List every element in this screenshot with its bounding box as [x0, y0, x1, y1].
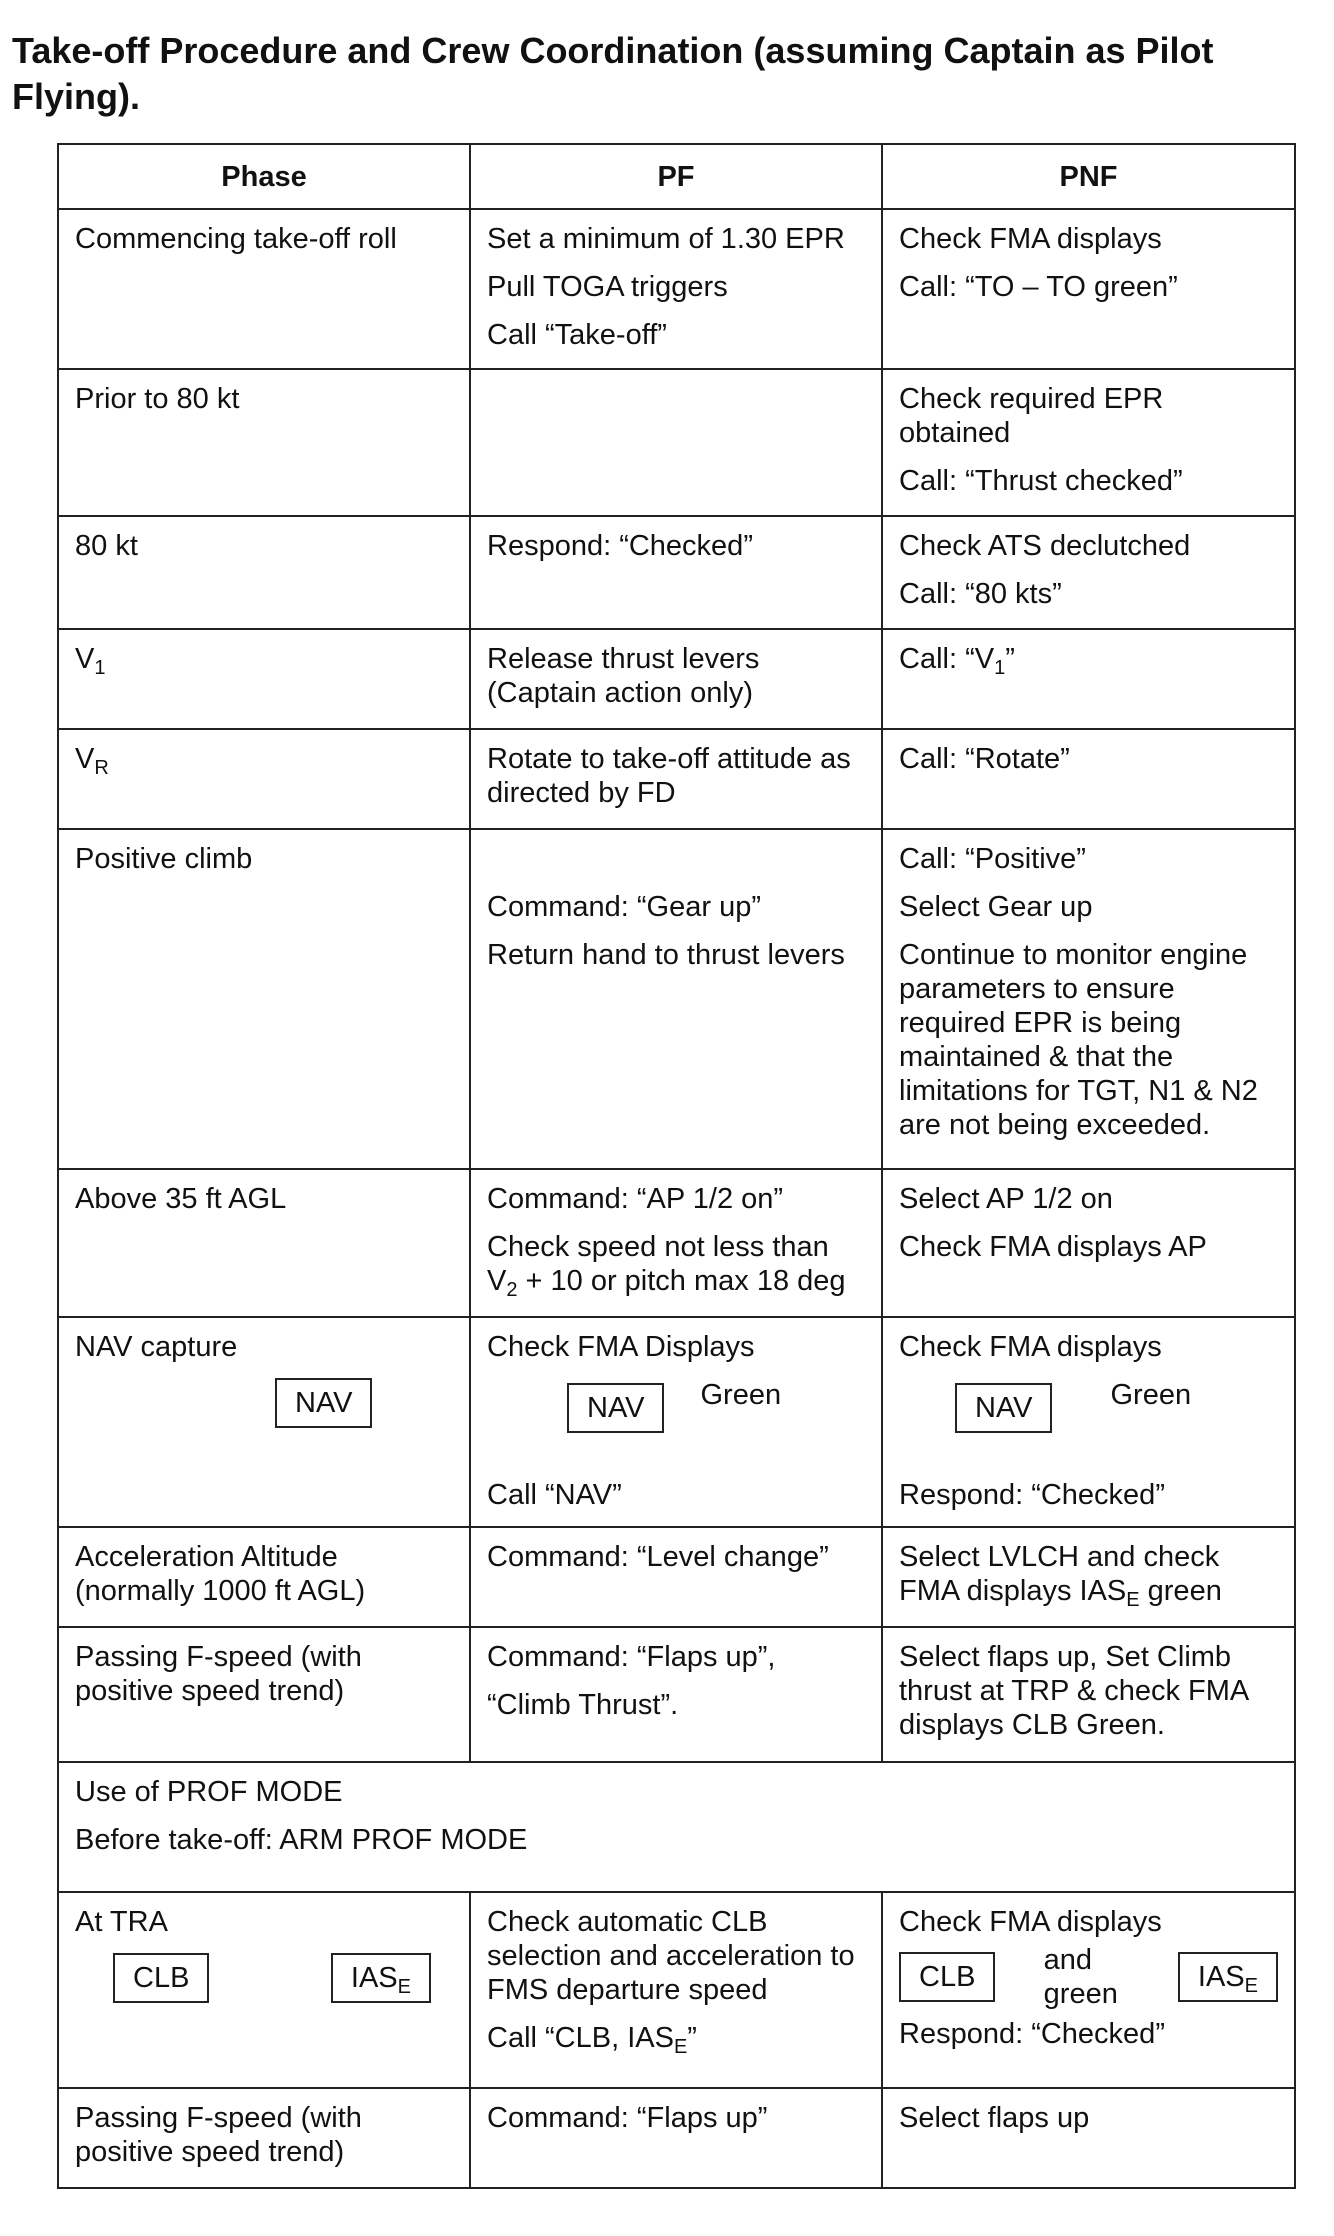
prof-mode-line: Before take-off: ARM PROF MODE [75, 1824, 528, 1856]
pf-line: Command: “Gear up” [487, 891, 761, 923]
pnf-cell [882, 829, 1295, 1169]
pnf-cell [882, 1892, 1295, 2088]
pf-cell [470, 1527, 882, 1627]
pf-cell [470, 1169, 882, 1317]
pf-line: Command: “Level change” [487, 1541, 829, 1573]
pnf-cell [882, 209, 1295, 369]
pf-line: Check FMA Displays [487, 1331, 755, 1363]
pnf-line: Select AP 1/2 on [899, 1183, 1113, 1215]
pf-line: Call “CLB, $IAS_E$” [487, 2022, 697, 2058]
pnf-line: Check FMA displays [899, 1906, 1162, 1938]
header-row [58, 144, 1295, 209]
table-row [58, 209, 1295, 369]
header-phase: Phase [58, 144, 470, 209]
pf-cell [470, 1627, 882, 1762]
header-pf: PF [470, 144, 882, 209]
pnf-cell [882, 516, 1295, 629]
phase-cell: Above 35 ft AGL [58, 1169, 470, 1317]
pnf-line: Select Gear up [899, 891, 1093, 923]
nav-mode-box: NAV [567, 1383, 664, 1433]
pnf-cell [882, 369, 1295, 516]
table-row [58, 2088, 1295, 2188]
pf-line: Pull TOGA triggers [487, 271, 728, 303]
table-row [58, 516, 1295, 629]
table-row [58, 1627, 1295, 1762]
page-title: Take-off Procedure and Crew Coordination (assuming Captain as Pilot Flying). [12, 30, 1214, 117]
pnf-line: Call: “TO – TO green” [899, 271, 1178, 303]
pnf-cell [882, 1627, 1295, 1762]
pnf-line: Call: “Thrust checked” [899, 465, 1183, 497]
pnf-line: Call: “Rotate” [899, 743, 1070, 775]
pf-line: Respond: “Checked” [487, 530, 753, 562]
pnf-cell: Call: “$V_1$” [882, 629, 1295, 729]
green-label: Green [1110, 1379, 1192, 1411]
pf-cell [470, 1892, 882, 2088]
pf-line: Command: “Flaps up” [487, 2102, 768, 2134]
pnf-cell: Select LVLCH and check FMA displays $IAS_E$ green [882, 1527, 1295, 1627]
pf-cell [470, 369, 882, 516]
pf-cell [470, 209, 882, 369]
header-pnf: PNF [882, 144, 1295, 209]
pf-cell [470, 1317, 882, 1527]
pnf-line: Check FMA displays [899, 223, 1162, 255]
pnf-cell [882, 1169, 1295, 1317]
phase-cell: Passing F-speed (with positive speed trend) [58, 1627, 470, 1762]
pnf-line: Select flaps up, Set Climb thrust at TRP & check FMA displays CLB Green. [899, 1641, 1248, 1741]
pf-line: Call “Take-off” [487, 319, 667, 351]
pnf-line: Respond: “Checked” [899, 2018, 1165, 2050]
pf-line: Return hand to thrust levers [487, 939, 845, 971]
phase-cell: Positive climb [58, 829, 470, 1169]
pnf-line: Respond: “Checked” [899, 1479, 1165, 1511]
pnf-cell [882, 2088, 1295, 2188]
pnf-line: Call: “80 kts” [899, 578, 1062, 610]
pnf-line: Select flaps up [899, 2102, 1090, 2134]
pnf-line: Check required EPR obtained [899, 383, 1164, 449]
and-green-label: and green [1043, 1944, 1118, 2010]
pnf-cell [882, 729, 1295, 829]
prof-mode-heading: Use of PROF MODE [75, 1776, 343, 1808]
pnf-cell [882, 1317, 1295, 1527]
table-row [58, 1762, 1295, 1892]
pnf-line: Check ATS declutched [899, 530, 1191, 562]
pnf-line: Continue to monitor engine parameters to ensure required EPR is being maintained & that the limitations for TGT, N1 & N2 are not being exceeded. [899, 939, 1258, 1141]
table-row [58, 1892, 1295, 2088]
pf-line: Set a minimum of 1.30 EPR [487, 223, 845, 255]
prof-mode-cell [58, 1762, 1295, 1892]
phase-cell: $V_R$ [58, 729, 470, 829]
pnf-line: Call: “Positive” [899, 843, 1086, 875]
table-row [58, 1169, 1295, 1317]
phase-cell: Prior to 80 kt [58, 369, 470, 516]
table-row [58, 1317, 1295, 1527]
pnf-line: Check FMA displays AP [899, 1231, 1207, 1263]
nav-mode-box: NAV [275, 1378, 372, 1428]
procedure-table [57, 143, 1296, 2189]
phase-cell: Passing F-speed (with positive speed trend) [58, 2088, 470, 2188]
pf-line: Rotate to take-off attitude as directed by FD [487, 743, 851, 809]
pf-line: Check speed not less than [487, 1231, 829, 1263]
pf-line: $V_2 + 10$ or pitch max 18 deg [487, 1265, 846, 1301]
phase-cell: NAV capture NAV [58, 1317, 470, 1527]
pf-line: Check automatic CLB selection and acceleration to FMS departure speed [487, 1906, 855, 2006]
ias-mode-box: $IAS_E$ [331, 1953, 431, 2003]
table-row [58, 829, 1295, 1169]
ias-mode-box: $IAS_E$ [1178, 1952, 1278, 2002]
pf-line: Release thrust levers (Captain action only) [487, 643, 760, 709]
pf-cell [470, 629, 882, 729]
phase-cell: Acceleration Altitude (normally 1000 ft AGL) [58, 1527, 470, 1627]
pf-line: Call “NAV” [487, 1479, 622, 1511]
pf-cell [470, 516, 882, 629]
table-row [58, 729, 1295, 829]
table-row [58, 369, 1295, 516]
pf-cell [470, 729, 882, 829]
pf-line: Command: “AP 1/2 on” [487, 1183, 784, 1215]
nav-mode-box: NAV [955, 1383, 1052, 1433]
phase-cell: Commencing take-off roll [58, 209, 470, 369]
pnf-line: Check FMA displays [899, 1331, 1162, 1363]
phase-cell: At TRA CLB $IAS_E$ [58, 1892, 470, 2088]
table-row [58, 629, 1295, 729]
pf-cell [470, 2088, 882, 2188]
clb-mode-box: CLB [899, 1952, 995, 2002]
pf-line: “Climb Thrust”. [487, 1689, 679, 1721]
green-label: Green [700, 1379, 782, 1411]
clb-mode-box: CLB [113, 1953, 209, 2003]
pf-cell [470, 829, 882, 1169]
table-row [58, 1527, 1295, 1627]
phase-cell: $V_1$ [58, 629, 470, 729]
pf-line: Command: “Flaps up”, [487, 1641, 776, 1673]
phase-cell: 80 kt [58, 516, 470, 629]
